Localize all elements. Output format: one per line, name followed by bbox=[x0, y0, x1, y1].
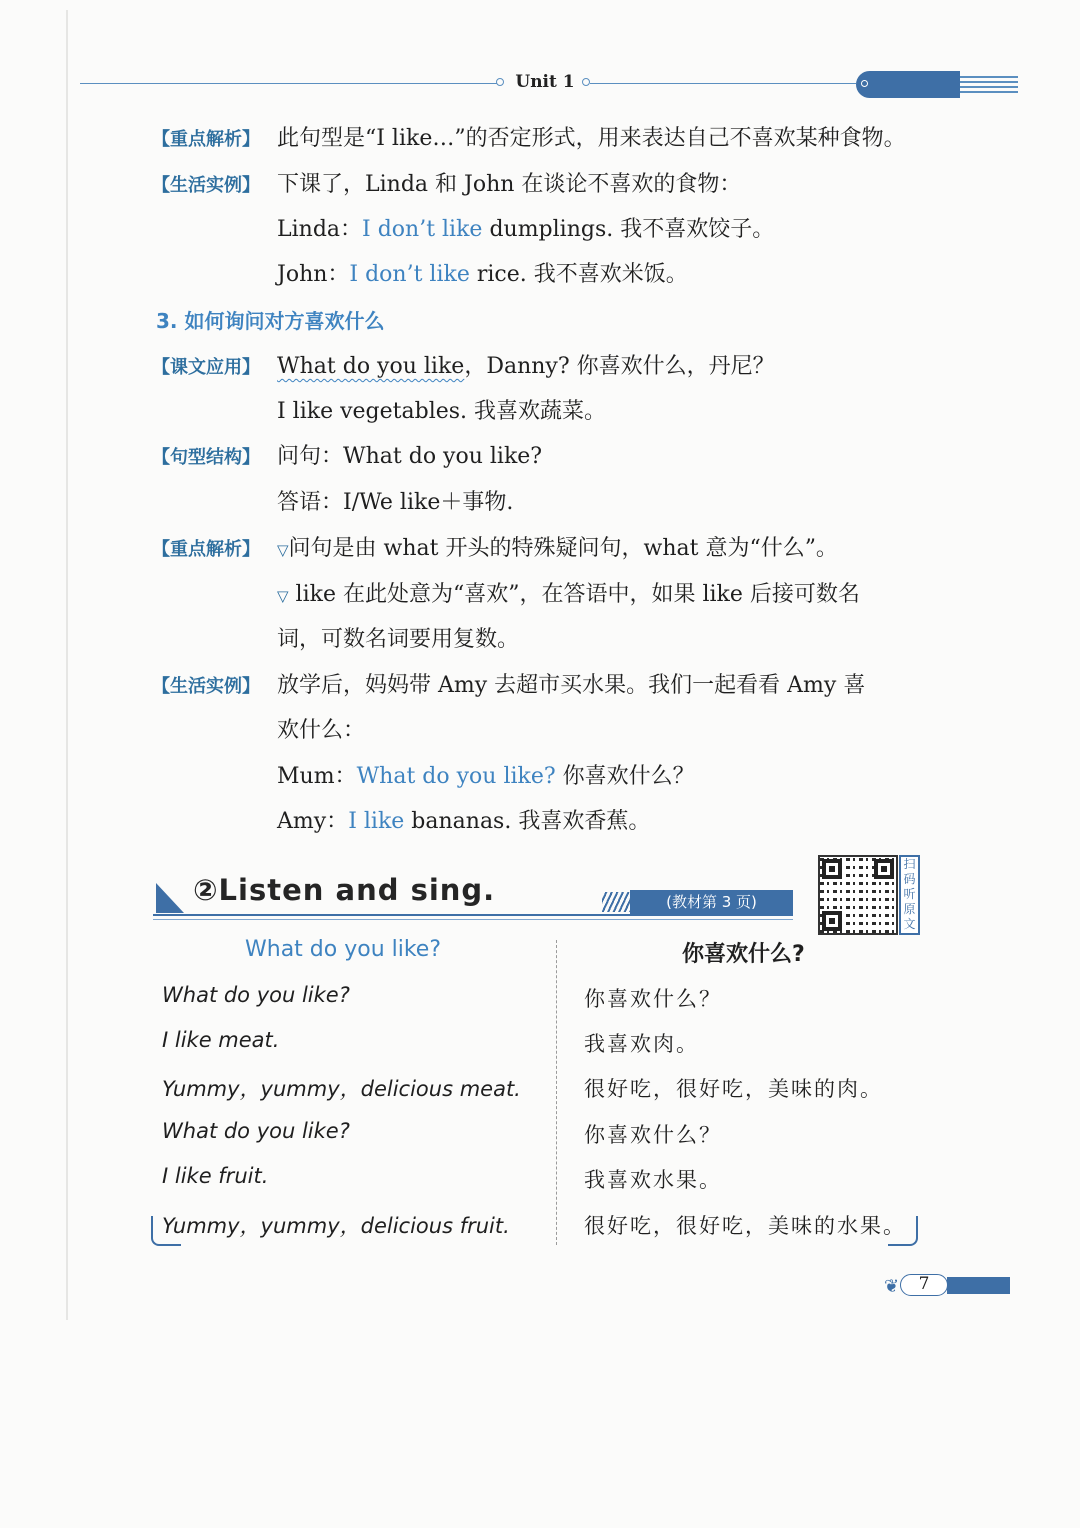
text-segment: 你喜欢什么？ bbox=[555, 764, 695, 789]
text-line bbox=[277, 394, 606, 425]
song-line-english: Yummy，yummy，delicious fruit. bbox=[162, 1214, 510, 1238]
footer-bar bbox=[947, 1277, 1010, 1294]
song-line-chinese: 你喜欢什么？ bbox=[584, 987, 722, 1011]
text-segment: dumplings. 我不喜欢饺子。 bbox=[482, 217, 775, 242]
text-segment: 词，可数名词要用复数。 bbox=[277, 627, 520, 652]
song-title-chinese: 你喜欢什么? bbox=[682, 942, 805, 967]
text-segment: Linda： bbox=[277, 217, 363, 242]
qr-label-char: 听 bbox=[903, 887, 916, 901]
banner-rule bbox=[153, 914, 793, 916]
text-segment: Amy： bbox=[277, 809, 349, 834]
text-segment: 放学后，妈妈带 Amy 去超市买水果。我们一起看看 Amy 喜 bbox=[277, 673, 866, 698]
text-line bbox=[277, 349, 775, 380]
header-tab bbox=[856, 71, 960, 98]
text-line bbox=[277, 622, 519, 653]
section-tag: 【重点解析】 bbox=[152, 539, 260, 560]
section-tag: 【生活实例】 bbox=[152, 175, 260, 196]
qr-label-char: 扫 bbox=[903, 857, 916, 871]
qr-label-char: 原 bbox=[903, 902, 916, 916]
key-phrase: I don’t like bbox=[362, 217, 483, 242]
text-line bbox=[277, 212, 774, 243]
text-segment: ，Danny? 你喜欢什么，丹尼？ bbox=[464, 354, 775, 379]
qr-finder-icon bbox=[874, 859, 894, 879]
header-dot-left bbox=[496, 78, 504, 86]
qr-finder-icon bbox=[822, 859, 842, 879]
section-title: ②Listen and sing. bbox=[193, 873, 496, 907]
section-tag: 【重点解析】 bbox=[152, 129, 260, 150]
header-tab-dot bbox=[861, 80, 868, 87]
header-rule-left bbox=[80, 83, 498, 84]
text-line bbox=[277, 668, 865, 699]
section-tag: 【句型结构】 bbox=[152, 447, 260, 468]
key-phrase: What do you like? bbox=[356, 764, 556, 789]
song-line-chinese: 我喜欢肉。 bbox=[584, 1032, 699, 1056]
text-line bbox=[277, 804, 650, 835]
song-title-english: What do you like? bbox=[245, 937, 442, 962]
bracket-left bbox=[151, 1216, 181, 1246]
text-segment: I like vegetables. 我喜欢蔬菜。 bbox=[277, 399, 607, 424]
text-line bbox=[277, 577, 860, 608]
song-line-chinese: 你喜欢什么？ bbox=[584, 1123, 722, 1147]
header-rule-right bbox=[590, 83, 856, 84]
key-phrase: I don’t like bbox=[349, 262, 470, 287]
banner-triangle-icon bbox=[156, 883, 184, 913]
textbook-page-ref: (教材第 3 页) bbox=[630, 890, 793, 914]
qr-label-text bbox=[901, 857, 918, 932]
song-line-chinese: 很好吃，很好吃，美味的水果。 bbox=[584, 1214, 906, 1238]
song-line-english: I like fruit. bbox=[162, 1164, 269, 1188]
text-segment: John： bbox=[277, 262, 350, 287]
section-tag: 【课文应用】 bbox=[152, 357, 260, 378]
qr-label-char: 文 bbox=[903, 917, 916, 931]
triangle-bullet-icon: ▽ bbox=[277, 587, 289, 605]
text-line bbox=[277, 167, 741, 198]
text-segment: like 在此处意为“喜欢”，在答语中，如果 like 后接可数名 bbox=[288, 582, 860, 607]
banner-rule-thin bbox=[153, 919, 793, 920]
song-line-english: What do you like? bbox=[162, 1119, 350, 1143]
qr-finder-icon bbox=[822, 911, 842, 931]
song-line-chinese: 我喜欢水果。 bbox=[584, 1168, 722, 1192]
song-line-chinese: 很好吃，很好吃，美味的肉。 bbox=[584, 1077, 883, 1101]
text-segment: 答语：I/We like＋事物. bbox=[277, 490, 514, 515]
leaf-icon: ❦ bbox=[884, 1276, 900, 1297]
header-dot-right bbox=[582, 78, 590, 86]
text-segment: 此句型是“I like…”的否定形式，用来表达自己不喜欢某种食物。 bbox=[277, 126, 906, 151]
key-phrase: I like bbox=[348, 809, 405, 834]
qr-label bbox=[899, 855, 920, 935]
column-divider bbox=[556, 940, 557, 1245]
banner-slash-decoration bbox=[602, 892, 630, 912]
section-tag: 【生活实例】 bbox=[152, 676, 260, 697]
unit-label: Unit 1 bbox=[515, 72, 575, 92]
underlined-phrase: What do you like bbox=[277, 354, 465, 379]
text-segment: 下课了，Linda 和 John 在谈论不喜欢的食物： bbox=[277, 172, 742, 197]
song-line-english: I like meat. bbox=[162, 1028, 280, 1052]
text-segment: 问句：What do you like? bbox=[277, 444, 543, 469]
text-segment: rice. 我不喜欢米饭。 bbox=[469, 262, 688, 287]
text-segment: 问句是由 what 开头的特殊疑问句，what 意为“什么”。 bbox=[288, 536, 838, 561]
header-stripes bbox=[960, 76, 1018, 94]
text-line bbox=[277, 121, 906, 152]
qr-label-char: 码 bbox=[903, 872, 916, 886]
qr-code-icon[interactable] bbox=[818, 855, 898, 935]
text-line bbox=[277, 485, 513, 516]
page-number: 7 bbox=[900, 1274, 948, 1296]
text-line bbox=[277, 531, 838, 562]
text-segment: 欢什么： bbox=[277, 718, 366, 743]
song-line-english: What do you like? bbox=[162, 983, 350, 1007]
bracket-right bbox=[888, 1216, 918, 1246]
scan-edge bbox=[66, 10, 68, 1320]
text-segment: Mum： bbox=[277, 764, 357, 789]
text-line bbox=[277, 713, 365, 744]
text-segment: bananas. 我喜欢香蕉。 bbox=[404, 809, 651, 834]
song-line-english: Yummy，yummy，delicious meat. bbox=[162, 1077, 521, 1101]
text-line bbox=[277, 759, 695, 790]
text-line bbox=[277, 439, 542, 470]
triangle-bullet-icon: ▽ bbox=[277, 541, 289, 559]
section-heading: 3. 如何询问对方喜欢什么 bbox=[156, 309, 385, 333]
text-line bbox=[277, 257, 688, 288]
